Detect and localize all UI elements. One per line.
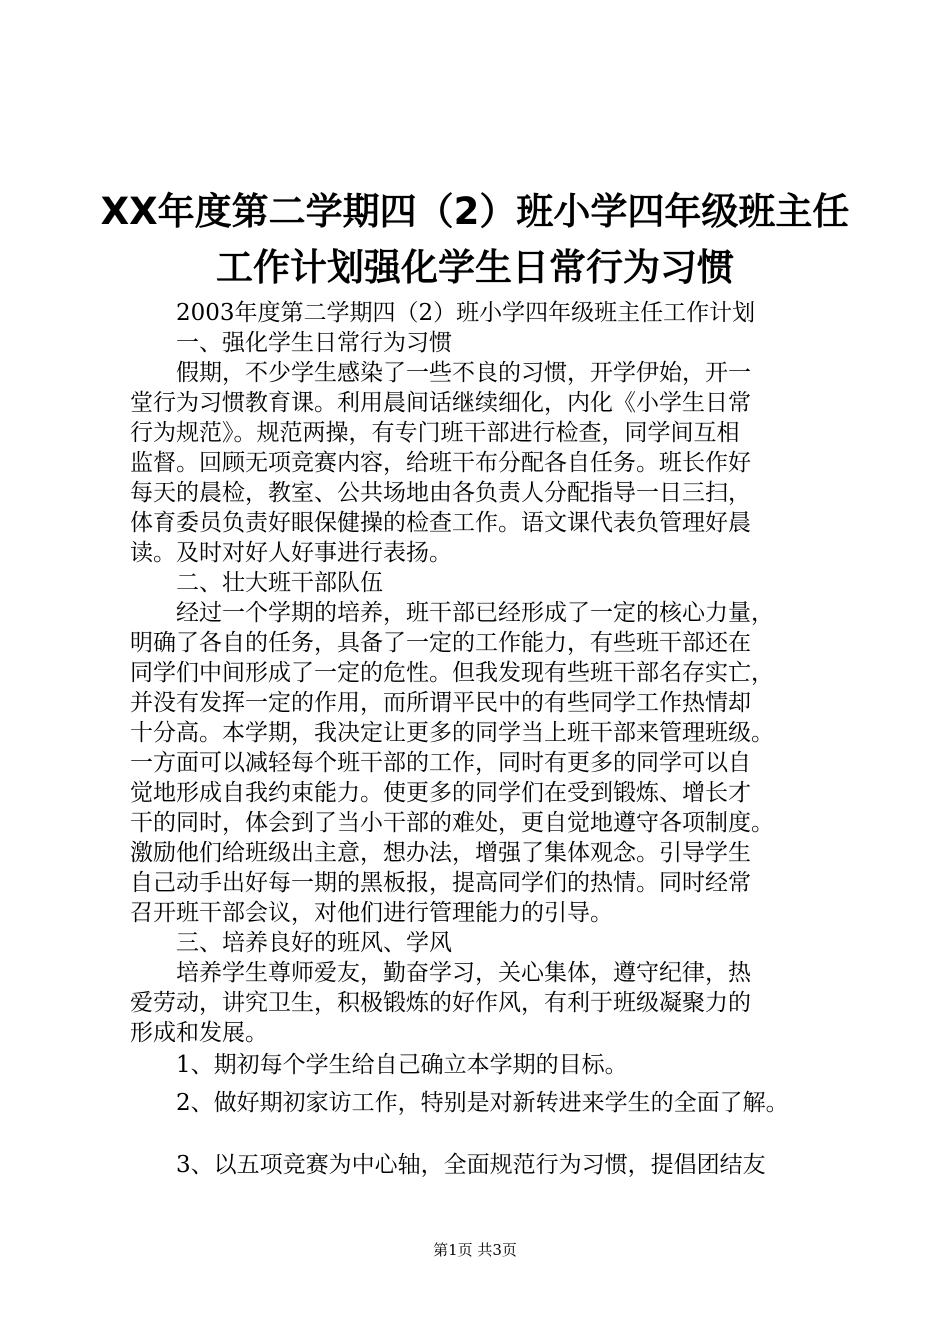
body-line: 假期，不少学生感染了一些不良的习惯，开学伊始，开一: [130, 360, 751, 386]
body-line: 二、壮大班干部队伍: [130, 570, 383, 596]
body-line: 一方面可以减轻每个班干部的工作，同时有更多的同学可以自: [130, 750, 751, 776]
body-line: 觉地形成自我约束能力。使更多的同学们在受到锻炼、增长才: [130, 780, 751, 806]
document-title-line-2: 工作计划强化学生日常行为习惯: [216, 246, 734, 289]
body-line: 一、强化学生日常行为习惯: [130, 330, 452, 356]
page-number-footer: 第1页 共3页: [433, 1241, 517, 1259]
body-line: 激励他们给班级出主意，想办法，增强了集体观念。引导学生: [130, 840, 751, 866]
body-line: 1、期初每个学生给自己确立本学期的目标。: [130, 1052, 628, 1078]
body-line: 2003年度第二学期四（2）班小学四年级班主任工作计划: [130, 300, 756, 326]
body-line: 2、做好期初家访工作，特别是对新转进来学生的全面了解。: [130, 1090, 789, 1116]
body-line: 体育委员负责好眼保健操的检查工作。语文课代表负管理好晨: [130, 510, 751, 536]
body-line: 行为规范》。规范两操，有专门班干部进行检查，同学间互相: [130, 420, 740, 446]
body-line: 每天的晨检，教室、公共场地由各负责人分配指导一日三扫，: [130, 480, 751, 506]
body-line: 培养学生尊师爱友，勤奋学习，关心集体，遵守纪律，热: [130, 960, 751, 986]
body-line: 形成和发展。: [130, 1020, 268, 1046]
body-line: 自己动手出好每一期的黑板报，提高同学们的热情。同时经常: [130, 870, 751, 896]
body-line: 堂行为习惯教育课。利用晨间话继续细化，内化《小学生日常: [130, 390, 751, 416]
body-line: 并没有发挥一定的作用，而所谓平民中的有些同学工作热情却: [130, 690, 751, 716]
body-line: 三、培养良好的班风、学风: [130, 930, 452, 956]
body-line: 同学们中间形成了一定的危性。但我发现有些班干部名存实亡，: [130, 660, 774, 686]
body-line: 爱劳动，讲究卫生，积极锻炼的好作风，有利于班级凝聚力的: [130, 990, 751, 1016]
body-line: 明确了各自的任务，具备了一定的工作能力，有些班干部还在: [130, 630, 751, 656]
document-title-line-1: XX年度第二学期四（2）班小学四年级班主任: [100, 190, 850, 233]
body-line: 十分高。本学期，我决定让更多的同学当上班干部来管理班级。: [130, 720, 774, 746]
body-line: 干的同时，体会到了当小干部的难处，更自觉地遵守各项制度。: [130, 810, 774, 836]
body-line: 读。及时对好人好事进行表扬。: [130, 540, 452, 566]
body-line: 监督。回顾无项竞赛内容，给班干布分配各自任务。班长作好: [130, 450, 751, 476]
body-line: 召开班干部会议，对他们进行管理能力的引导。: [130, 900, 613, 926]
body-line: 3、以五项竞赛为中心轴，全面规范行为习惯，提倡团结友: [130, 1152, 766, 1178]
body-line: 经过一个学期的培养，班干部已经形成了一定的核心力量，: [130, 600, 774, 626]
